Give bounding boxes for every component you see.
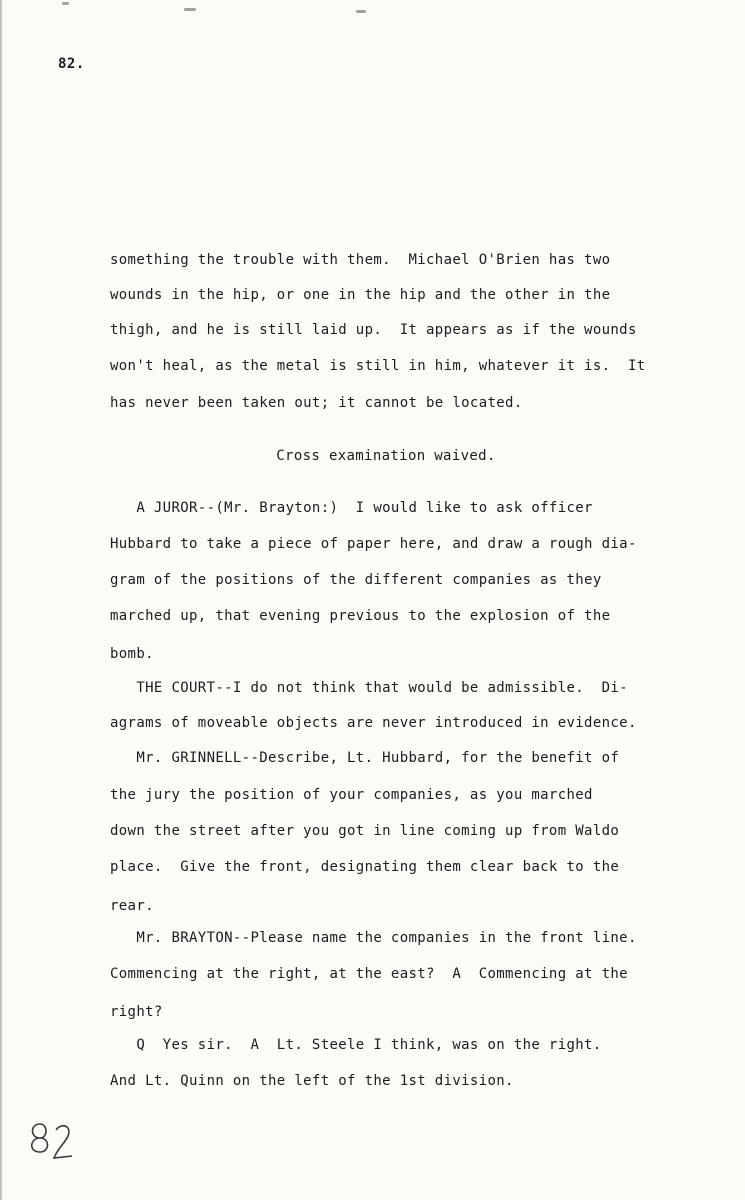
scan-speck: [62, 2, 69, 5]
text-line: THE COURT--I do not think that would be admissible. Di-: [110, 680, 628, 696]
text-line: Q Yes sir. A Lt. Steele I think, was on the right.: [110, 1037, 602, 1053]
scan-left-edge: [0, 0, 3, 1200]
text-line: Hubbard to take a piece of paper here, and draw a rough dia-: [110, 536, 637, 552]
text-line: gram of the positions of the different companies as they: [110, 572, 602, 588]
scan-speck: [184, 8, 196, 11]
handwritten-page-mark: [26, 1118, 74, 1164]
page-number: 82.: [58, 56, 85, 72]
text-line: agrams of moveable objects are never introduced in evidence.: [110, 715, 637, 731]
text-line: something the trouble with them. Michael O'Brien has two: [110, 252, 611, 268]
text-line: Commencing at the right, at the east? A Commencing at the: [110, 966, 628, 982]
text-line: Mr. GRINNELL--Describe, Lt. Hubbard, for the benefit of: [110, 750, 620, 766]
text-line: thigh, and he is still laid up. It appears as if the wounds: [110, 322, 637, 338]
text-line: the jury the position of your companies, as you marched: [110, 787, 593, 803]
scan-speck: [356, 10, 366, 13]
text-line: A JUROR--(Mr. Brayton:) I would like to ask officer: [110, 500, 593, 516]
text-line: And Lt. Quinn on the left of the 1st division.: [110, 1073, 514, 1089]
text-line: rear.: [110, 898, 154, 914]
text-line: marched up, that evening previous to the explosion of the: [110, 608, 611, 624]
text-line: Mr. BRAYTON--Please name the companies in the front line.: [110, 930, 637, 946]
text-line: bomb.: [110, 646, 154, 662]
text-line: has never been taken out; it cannot be located.: [110, 395, 523, 411]
text-line: place. Give the front, designating them clear back to the: [110, 859, 620, 875]
cross-examination-note: Cross examination waived.: [276, 448, 496, 464]
text-line: won't heal, as the metal is still in him, whatever it is. It: [110, 358, 646, 374]
text-line: down the street after you got in line coming up from Waldo: [110, 823, 620, 839]
text-line: right?: [110, 1004, 163, 1020]
text-line: wounds in the hip, or one in the hip and the other in the: [110, 287, 611, 303]
